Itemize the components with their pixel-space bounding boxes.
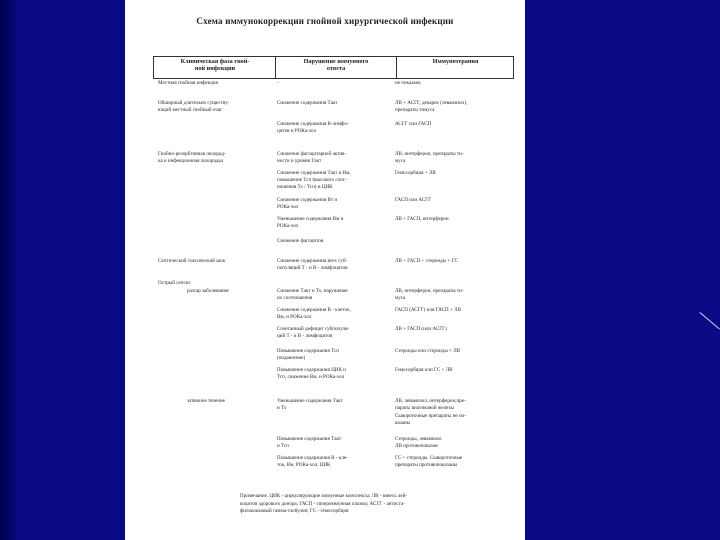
cell-immune-disorder: Снижение содержания В-лимфо- (277, 121, 349, 127)
decorative-line (699, 312, 720, 329)
cell-immune-disorder: ношения Тх / Тсп) и ЦИК (277, 184, 333, 190)
cell-immune-disorder: ток, Вм, РОКа-хол, ЦИК (277, 462, 331, 468)
cell-immune-disorder: Снижение содержания Tакт (277, 100, 338, 106)
cell-immune-disorder: и Тх (277, 405, 287, 411)
cell-immunotherapy: муса (395, 295, 406, 301)
cell-immunotherapy: Гемосорбция или ГС + ЛВ (395, 367, 453, 373)
header-immunotherapy: Иммунотерапия (432, 58, 479, 65)
cell-immune-disorder: РОКа-хол (277, 204, 299, 210)
cell-immune-disorder: Сочетанный дефицит субпопуля- (277, 326, 350, 332)
cell-immunotherapy: Гемосорбция + ЛВ (395, 170, 436, 176)
cell-immune-disorder: Повышение содержания В - кле- (277, 455, 348, 461)
cell-immune-disorder: Уменьшение содержания Tакт (277, 398, 343, 404)
cell-immunotherapy: Стероиды или стероиды + ЛВ (395, 348, 461, 354)
cell-immunotherapy: ЛВ + ГАСП (или АСГГ) (395, 326, 447, 332)
cell-immune-disorder: Тсп, снижение Вм, и РОКа-хол (277, 374, 345, 380)
cell-clinical-phase: Гнойно-резорбтивная лихорад- (158, 151, 226, 157)
cell-immunotherapy: ЛВ + АСГГ, декарис (левамизол), (395, 100, 468, 106)
cell-immunotherapy: препараты тимуса (395, 107, 435, 113)
header-divider (275, 57, 276, 78)
footnote: Примечание. ЦИК - циркулирующие иммунные комплексы; ЛВ - взвесь лей- коцитов здорового донора; ГАСП - гипериммунная плазма; АСГГ - антиста- филококковый гамма-глобулин; ГС - гемосорбция (240, 493, 408, 514)
cell-clinical-phase: ка и инфекционная лихорадка (158, 158, 223, 164)
cell-immune-disorder: - (277, 80, 279, 86)
cell-immunotherapy: препараты противопоказаны (395, 462, 458, 468)
cell-immunotherapy: ЛВ + ГАСП + стероиды + ГС (395, 258, 458, 264)
cell-immunotherapy: параты вилочковой железы (395, 405, 454, 411)
cell-immunotherapy: не показана (395, 80, 421, 86)
cell-immune-disorder: Снижение содержания В - клеток, (277, 307, 351, 313)
cell-clinical-phase: затяжное течение (187, 398, 225, 404)
cell-immune-disorder: цитов и РОКа-хол (277, 128, 317, 134)
header-divider (396, 57, 397, 78)
cell-immune-disorder: (подавление) (277, 355, 306, 361)
cell-immunotherapy: ГС + стероиды. Сывороточные (395, 455, 463, 461)
header-clinical-phase: Клиническая фаза гной- ной инфекции (180, 58, 250, 72)
cell-immunotherapy: ЛВ, интерферон, препараты ти- (395, 288, 464, 294)
cell-clinical-phase: Обширный длительно существу- (158, 100, 230, 106)
cell-immunotherapy: ГАСП (АСГГ) или ГАСП + ЛВ (395, 307, 461, 313)
cell-immune-disorder: ности и уровня Tакт (277, 158, 322, 164)
cell-immunotherapy: ЛВ, интерферон, препараты ти- (395, 151, 464, 157)
cell-immune-disorder: Снижение фагоцитарной актив- (277, 151, 347, 157)
cell-immunotherapy: АСГГ или ГАСП (395, 121, 432, 127)
cell-immune-disorder: Снижение Tакт и Тх, нарушение (277, 288, 348, 294)
cell-immunotherapy: муса (395, 158, 406, 164)
cell-immunotherapy: ГАСП или АСГГ (395, 197, 432, 203)
cell-clinical-phase: Местная гнойная инфекция (158, 80, 218, 86)
cell-immune-disorder: Повышение содержания Tакт (277, 436, 342, 442)
cell-clinical-phase: Септический токсический шок (158, 258, 226, 264)
cell-immune-disorder: Снижение содержания всех суб- (277, 258, 348, 264)
header-immune-disorder: Нарушение иммунного ответа (303, 58, 369, 72)
table-header (153, 56, 514, 79)
cell-immune-disorder: Вм, и РОКа-хол (277, 314, 312, 320)
left-dark-band (0, 0, 20, 540)
cell-immunotherapy: ЛВ, левамизол, интерферон,пре- (395, 398, 466, 404)
cell-immune-disorder: РОКа-хол (277, 223, 299, 229)
cell-immune-disorder: и Тсп (277, 443, 289, 449)
cell-immune-disorder: популяций Т - и В - лимфоцитов (277, 265, 348, 271)
cell-clinical-phase: ющий местный гнойный очаг (158, 107, 223, 113)
cell-immune-disorder: ций Т - и В - лимфоцитов (277, 333, 333, 339)
cell-immune-disorder: Повышение содержания ЦИК и (277, 367, 346, 373)
page-title: Схема иммунокоррекции гнойной хирургической инфекции (196, 16, 454, 26)
cell-immunotherapy: Сывороточные препараты не по- (395, 413, 466, 419)
cell-immune-disorder: повышение Тсп (высокого соот- (277, 177, 347, 183)
cell-immunotherapy: казаны (395, 420, 411, 426)
cell-immune-disorder: Повышение содержания Тсп (277, 348, 340, 354)
cell-immunotherapy: Стероиды, левамизол (395, 436, 442, 442)
cell-clinical-phase: разгар заболевания (187, 288, 229, 294)
cell-immune-disorder: Снижение содержания Tакт и Вм, (277, 170, 351, 176)
cell-immune-disorder: Уменьшение содержания Вм и (277, 216, 344, 222)
document-page (125, 0, 525, 540)
cell-immunotherapy: ЛВ противопоказан (395, 443, 438, 449)
cell-immune-disorder: Снижение содержания Вт и (277, 197, 338, 203)
cell-immunotherapy: ЛВ + ГАСП, интерферон (395, 216, 449, 222)
cell-clinical-phase: Острый сепсис (158, 280, 191, 286)
cell-immune-disorder: Снижение фагоцитов (277, 238, 324, 244)
cell-immune-disorder: их соотношения (277, 295, 313, 301)
